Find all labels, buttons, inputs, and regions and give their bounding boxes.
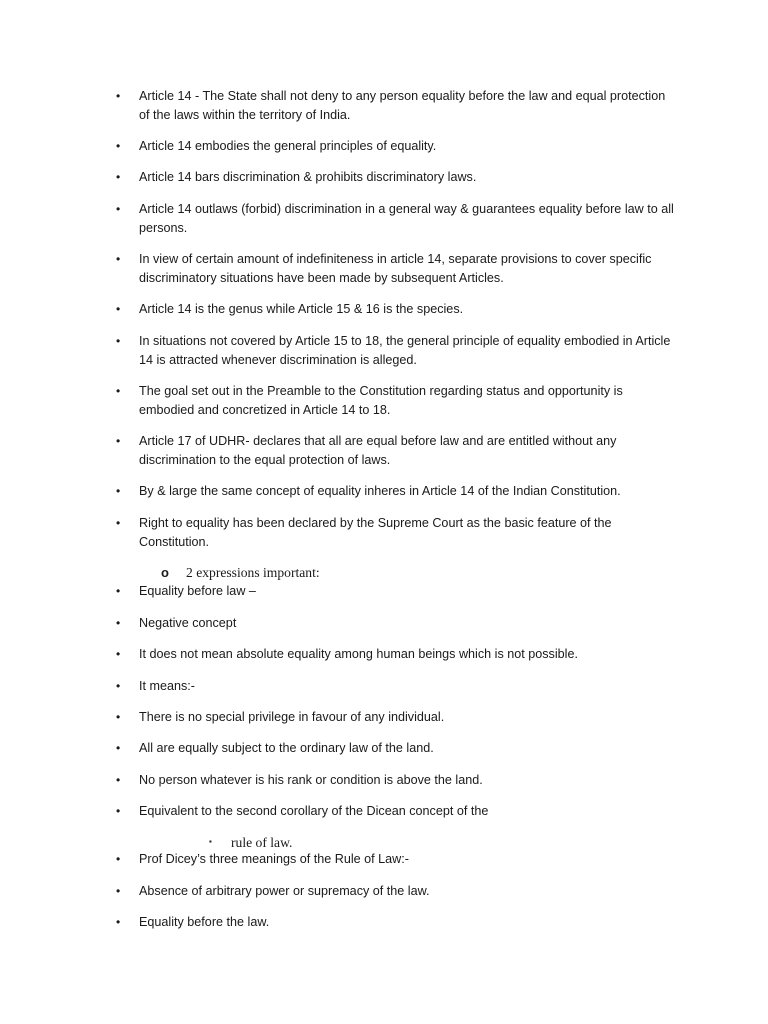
list-item — [116, 382, 679, 419]
list-item-text: Absence of arbitrary power or supremacy of the law. — [139, 884, 430, 898]
list-item — [116, 802, 679, 821]
list-item — [116, 708, 679, 727]
list-item-text: Negative concept — [139, 616, 237, 630]
list-item — [116, 645, 679, 664]
list-item — [116, 882, 679, 901]
list-item — [116, 300, 679, 319]
bullet-icon: • — [116, 852, 121, 866]
bullet-icon: • — [116, 584, 121, 598]
bullet-icon: • — [116, 334, 121, 348]
list-item — [116, 137, 679, 156]
list-item-text: Article 17 of UDHR- declares that all are equal before law and are entitled without any discrimination to the equal protection of laws. — [139, 434, 617, 467]
bullet-icon: • — [116, 484, 121, 498]
bullet-icon: • — [116, 915, 121, 929]
list-item — [116, 677, 679, 696]
list-item — [116, 850, 679, 869]
bullet-icon: • — [116, 89, 121, 103]
list-item — [116, 582, 679, 601]
bullet-icon: • — [116, 710, 121, 724]
list-item-text: The goal set out in the Preamble to the Constitution regarding status and opportunity is embodied and concretized in Article 14 to 18. — [139, 384, 623, 417]
bullet-icon: • — [116, 384, 121, 398]
list-item — [116, 432, 679, 469]
list-item-text: In situations not covered by Article 15 to 18, the general principle of equality embodied in Article 14 is attracted whenever discrimination is alleged. — [139, 334, 671, 367]
bullet-icon: • — [116, 773, 121, 787]
list-item-text: No person whatever is his rank or condition is above the land. — [139, 773, 483, 787]
list-item-text: Equivalent to the second corollary of the Dicean concept of the — [139, 804, 489, 818]
square-bullet-icon: ▪ — [209, 837, 212, 846]
list-item — [116, 614, 679, 633]
list-item — [116, 168, 679, 187]
bullet-icon: • — [116, 202, 121, 216]
sub-list-item-text: 2 expressions important: — [186, 565, 320, 580]
list-item-text: It means:- — [139, 679, 195, 693]
list-item-text: Equality before the law. — [139, 915, 270, 929]
list-item-text: Article 14 is the genus while Article 15 & 16 is the species. — [139, 302, 464, 316]
list-item — [116, 250, 679, 287]
list-item — [116, 482, 679, 501]
list-item-text: Article 14 bars discrimination & prohibits discriminatory laws. — [139, 170, 477, 184]
sub-sub-list-item-text: rule of law. — [231, 835, 293, 850]
bullet-icon: • — [116, 616, 121, 630]
list-item — [116, 913, 679, 932]
list-item-text: Article 14 outlaws (forbid) discrimination in a general way & guarantees equality before law to all persons. — [139, 202, 674, 235]
bullet-icon: • — [116, 679, 121, 693]
list-item — [116, 771, 679, 790]
bullet-icon: • — [116, 252, 121, 266]
bullet-icon: • — [116, 741, 121, 755]
list-item-text: It does not mean absolute equality among human beings which is not possible. — [139, 647, 578, 661]
list-item-text: All are equally subject to the ordinary law of the land. — [139, 741, 434, 755]
list-item — [116, 332, 679, 369]
bullet-icon: • — [116, 434, 121, 448]
list-item — [116, 739, 679, 758]
bullet-icon: • — [116, 516, 121, 530]
list-item — [116, 87, 679, 124]
list-item-text: There is no special privilege in favour of any individual. — [139, 710, 445, 724]
bullet-icon: • — [116, 302, 121, 316]
list-item-text: Article 14 embodies the general principles of equality. — [139, 139, 437, 153]
bullet-icon: • — [116, 884, 121, 898]
bullet-icon: • — [116, 647, 121, 661]
list-item-text: Prof Dicey’s three meanings of the Rule of Law:- — [139, 852, 409, 866]
circle-bullet-icon: o — [161, 565, 169, 580]
list-item-text: In view of certain amount of indefiniteness in article 14, separate provisions to cover specific discriminatory situations have been made by subsequent Articles. — [139, 252, 652, 285]
list-item-text: Equality before law – — [139, 584, 256, 598]
list-item — [116, 514, 679, 551]
list-item-text: By & large the same concept of equality inheres in Article 14 of the Indian Constitution. — [139, 484, 621, 498]
list-item-text: Article 14 - The State shall not deny to any person equality before the law and equal protection of the laws within the territory of India. — [139, 89, 666, 122]
bullet-icon: • — [116, 804, 121, 818]
list-item-text: Right to equality has been declared by the Supreme Court as the basic feature of the Constitution. — [139, 516, 612, 549]
bullet-icon: • — [116, 170, 121, 184]
sub-list-item — [161, 564, 320, 582]
bullet-icon: • — [116, 139, 121, 153]
list-item — [116, 200, 679, 237]
